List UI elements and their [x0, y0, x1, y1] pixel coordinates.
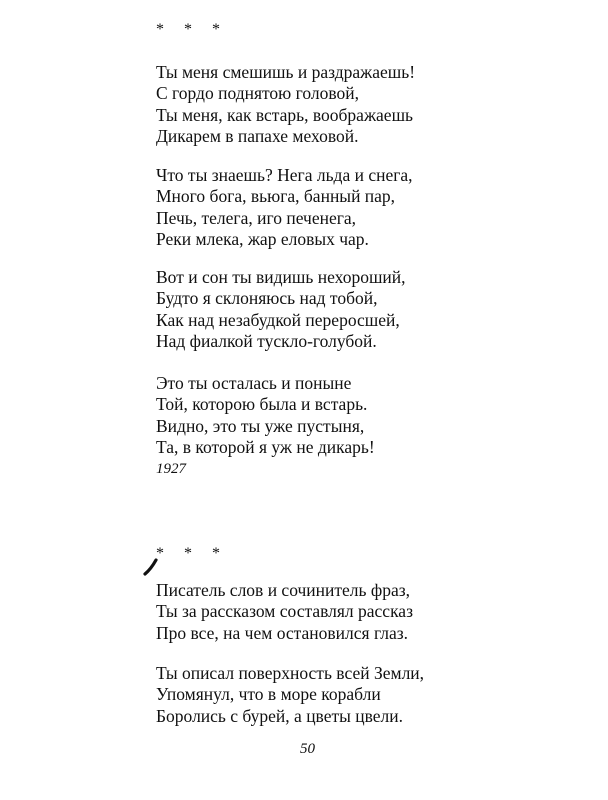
- verse-line: Реки млека, жар еловых чар.: [156, 229, 369, 250]
- verse-line: Боролись с бурей, а цветы цвели.: [156, 705, 404, 726]
- poem1-stanza-1: [156, 62, 415, 148]
- verse-line: Упомянул, что в море корабли: [156, 684, 381, 705]
- poem1-stanza-3: [156, 267, 406, 353]
- verse-line: Ты меня смешишь и раздражаешь!: [156, 62, 416, 82]
- verse-line: Той, которою была и встарь.: [156, 394, 368, 415]
- page-number: 50: [300, 741, 315, 757]
- verse-line: Ты за рассказом составлял рассказ: [156, 601, 413, 622]
- verse-line: Про все, на чем остановился глаз.: [156, 622, 409, 643]
- poem2-stanza-2: [156, 663, 424, 727]
- poem1-separator: * * *: [156, 21, 228, 38]
- verse-line: Будто я склоняюсь над тобой,: [156, 288, 378, 309]
- verse-line: Писатель слов и сочинитель фраз,: [156, 580, 411, 600]
- verse-line: Это ты осталась и поныне: [156, 373, 352, 393]
- verse-line: Вот и сон ты видишь нехороший,: [156, 267, 406, 287]
- poem1-stanza-4: [156, 373, 375, 459]
- verse-line: Как над незабудкой переросшей,: [156, 309, 400, 330]
- verse-line: Над фиалкой тускло-голубой.: [156, 331, 377, 352]
- verse-line: Печь, телега, иго печенега,: [156, 207, 357, 228]
- verse-line: Ты описал поверхность всей Земли,: [156, 663, 425, 683]
- verse-line: Что ты знаешь? Нега льда и снега,: [156, 165, 413, 185]
- verse-line: Дикарем в папахе меховой.: [156, 126, 359, 147]
- poem2-separator: * * *: [156, 545, 228, 562]
- poem1-stanza-2: [156, 165, 413, 251]
- verse-line: Ты меня, как встарь, воображаешь: [156, 104, 414, 125]
- verse-line: Та, в которой я уж не дикарь!: [156, 437, 375, 458]
- verse-line: Много бога, вьюга, банный пар,: [156, 186, 396, 207]
- verse-line: С гордо поднятою головой,: [156, 83, 360, 104]
- poem1-date: 1927: [156, 461, 186, 477]
- verse-line: Видно, это ты уже пустыня,: [156, 415, 365, 436]
- poem2-stanza-1: [156, 580, 413, 644]
